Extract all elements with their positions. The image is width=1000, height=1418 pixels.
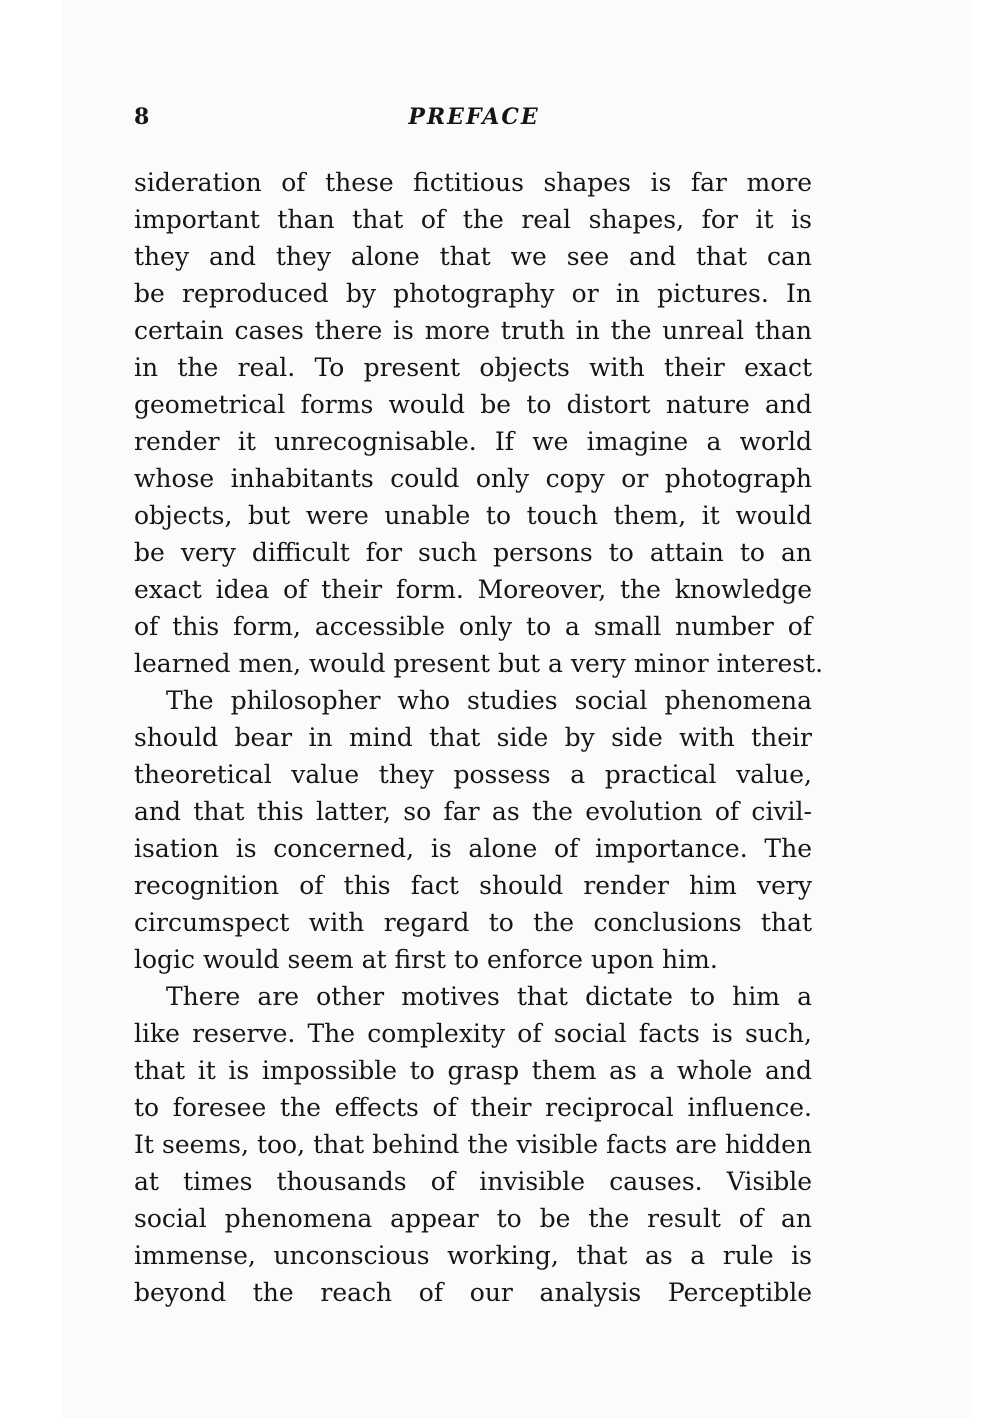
- text-line: render it unrecognisable. If we imagine a world: [134, 427, 812, 456]
- text-line: social phenomena appear to be the result of an: [134, 1204, 812, 1233]
- text-line: geometrical forms would be to distort nature and: [134, 390, 812, 419]
- text-line: in the real. To present objects with their exact: [134, 353, 812, 382]
- text-line: circumspect with regard to the conclusions that: [134, 908, 812, 937]
- running-head: PREFACE: [408, 104, 540, 130]
- page-header: [134, 104, 814, 138]
- text-line: of this form, accessible only to a small number of: [134, 612, 812, 641]
- text-line: important than that of the real shapes, for it is: [134, 205, 812, 234]
- text-line: certain cases there is more truth in the unreal than: [134, 316, 812, 345]
- body-text: [134, 164, 824, 1311]
- text-line: should bear in mind that side by side with their: [134, 723, 812, 752]
- text-line: learned men, would present but a very minor interest.: [134, 649, 824, 678]
- paragraph-first-line: There are other motives that dictate to him a: [166, 982, 812, 1011]
- text-line: like reserve. The complexity of social facts is such,: [134, 1019, 812, 1048]
- text-line: and that this latter, so far as the evolution of civil-: [134, 797, 812, 826]
- text-line: sideration of these fictitious shapes is far more: [134, 168, 812, 197]
- text-line: be very difficult for such persons to attain to an: [134, 538, 812, 567]
- text-line: be reproduced by photography or in pictures. In: [134, 279, 812, 308]
- text-line: objects, but were unable to touch them, it would: [134, 501, 812, 530]
- page-number: 8: [134, 104, 150, 130]
- text-line: they and they alone that we see and that can: [134, 242, 812, 271]
- text-line: whose inhabitants could only copy or photograph: [134, 464, 812, 493]
- text-line: immense, unconscious working, that as a rule is: [134, 1241, 812, 1270]
- text-line: beyond the reach of our analysis Perceptible: [134, 1278, 812, 1307]
- text-line: theoretical value they possess a practical value,: [134, 760, 812, 789]
- text-line: that it is impossible to grasp them as a whole and: [134, 1056, 812, 1085]
- text-line: logic would seem at first to enforce upon him.: [134, 945, 718, 974]
- text-line: isation is concerned, is alone of importance. The: [134, 834, 812, 863]
- text-line: to foresee the effects of their reciprocal influence.: [134, 1093, 812, 1122]
- text-line: exact idea of their form. Moreover, the knowledge: [134, 575, 812, 604]
- paragraph-first-line: The philosopher who studies social phenomena: [166, 686, 812, 715]
- text-line: It seems, too, that behind the visible facts are hidden: [134, 1130, 812, 1159]
- text-line: recognition of this fact should render him very: [134, 871, 812, 900]
- text-line: at times thousands of invisible causes. Visible: [134, 1167, 812, 1196]
